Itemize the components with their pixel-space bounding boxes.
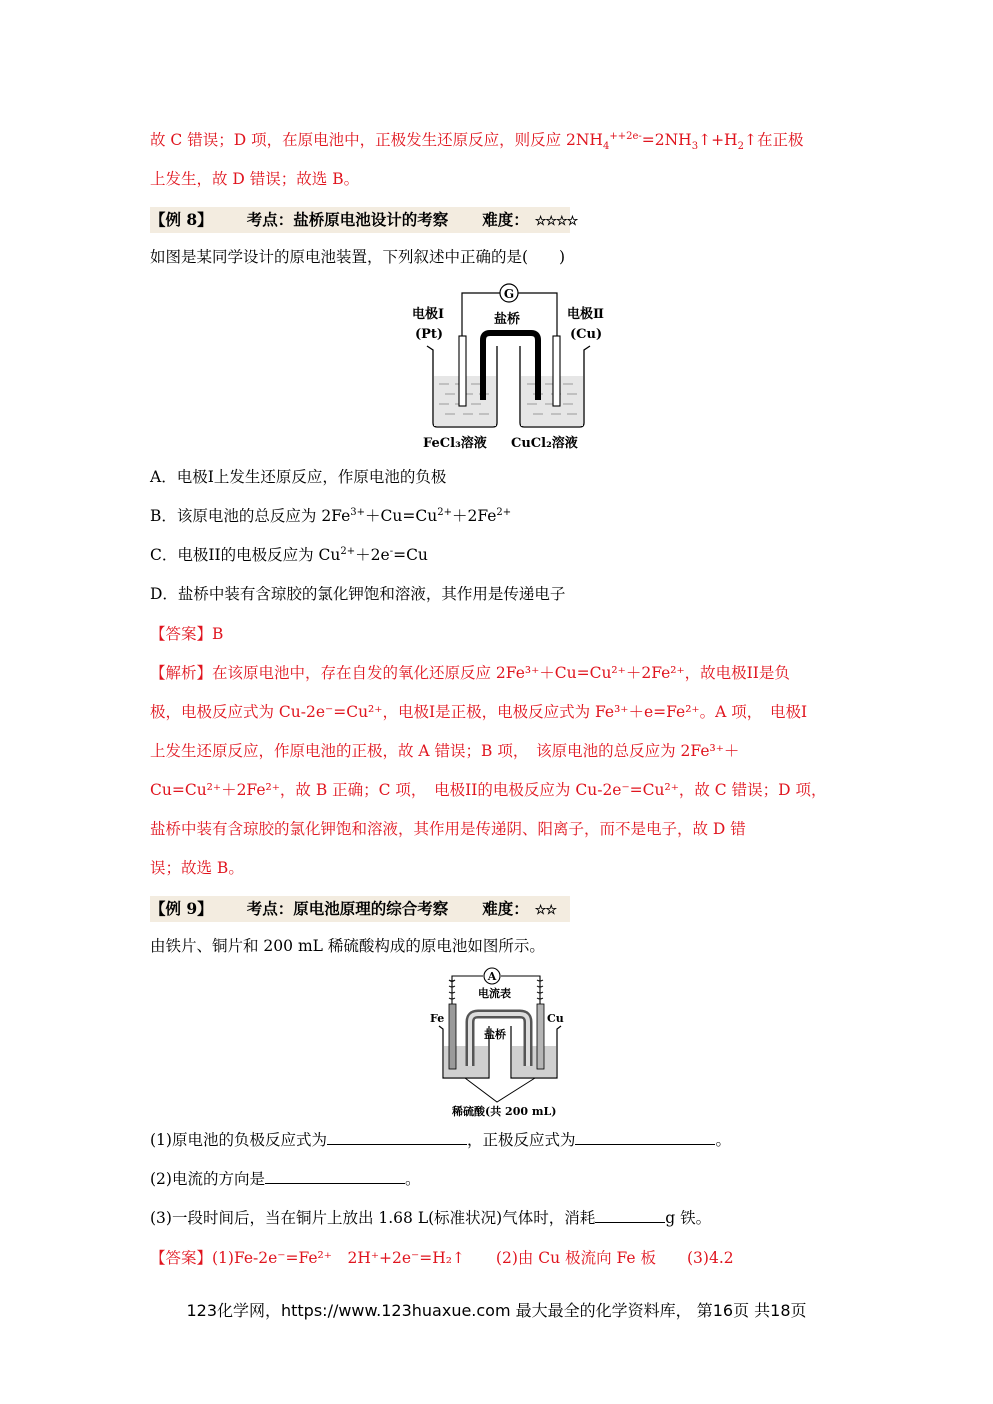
example9-question: 由铁片、铜片和 200 mL 稀硫酸构成的原电池如图所示。 [150,937,545,955]
svg-text:G: G [503,287,515,301]
electrode2-plate [553,336,560,406]
electrode1-label: 电极Ⅰ [412,307,445,322]
example8-tag: 【例 8】 [150,210,213,229]
electrode2-material: (Cu) [570,327,603,342]
acid-label: 稀硫酸(共 200 mL) [452,1105,557,1118]
example8-difficulty-label: 难度： [482,210,529,229]
option-d: D．盐桥中装有含琼胶的氯化钾饱和溶液，其作用是传递电子 [150,585,566,603]
example8-stars: ☆☆☆☆ [534,214,578,229]
question-3: (3)一段时间后，当在铜片上放出 1.68 L(标准状况)气体时，消耗 g 铁。 [150,1209,712,1227]
prev-analysis-line-2: 上发生，故 D 错误；故选 B。 [150,170,360,188]
example9-header [150,896,570,922]
example9-tag: 【例 9】 [150,899,213,918]
example8-analysis-3: 上发生还原反应，作原电池的正极，故 A 错误；B 项， 该原电池的总反应为 2Fe³⁺＋ [150,742,740,760]
bridge-label: 盐桥 [494,312,521,327]
example8-header [150,207,578,233]
electrode2-label: 电极Ⅱ [567,307,604,322]
example9-topic: 考点：原电池原理的综合考察 [246,899,449,918]
fe-cu-cell-figure [425,966,575,1121]
question-2: (2)电流的方向是 。 [150,1170,421,1188]
question-1: (1)原电池的负极反应式为 ，正极反应式为 。 [150,1131,731,1149]
fe-plate [449,1004,456,1069]
example8-answer: 【答案】B [150,625,224,643]
electrode1-plate [459,336,466,406]
example8-question: 如图是某同学设计的原电池装置，下列叙述中正确的是( ) [150,248,566,266]
fe-label: Fe [430,1012,445,1025]
example9-stars: ☆☆ [534,903,557,918]
ammeter-label: 电流表 [478,987,511,1000]
example8-analysis-1: 【解析】在该原电池中，存在自发的氧化还原反应 2Fe³⁺＋Cu=Cu²⁺＋2Fe²⁺，故电极II是负 [150,664,790,682]
example8-analysis-4: Cu=Cu²⁺＋2Fe²⁺，故 B 正确；C 项， 电极II的电极反应为 Cu-2e⁻=Cu²⁺，故 C 错误；D 项， [150,781,827,799]
example9-answer: 【答案】(1)Fe-2e⁻=Fe²⁺ 2H⁺+2e⁻=H₂↑ (2)由 Cu 极流向 Fe 板 (3)4.2 [150,1249,734,1267]
cu-label: Cu [547,1012,564,1025]
salt-bridge-cell-figure [405,280,615,455]
option-a: A．电极I上发生还原反应，作原电池的负极 [150,468,447,486]
example8-analysis-6: 误；故选 B。 [150,859,244,877]
prev-analysis-line-1: 故 C 错误；D 项，在原电池中，正极发生还原反应，则反应 $2NH_4^{++2e-}=2NH_3↑+H_2↑$在正极 [150,130,804,153]
bridge-label-2: 盐桥 [484,1028,506,1041]
page-footer: 123化学网，https://www.123huaxue.com 最大最全的化学资料库， 第16页 共18页 [186,1301,807,1320]
cu-plate [537,1004,544,1069]
example8-analysis-5: 盐桥中装有含琼胶的氯化钾饱和溶液，其作用是传递阴、阳离子，而不是电子，故 D 错 [150,820,746,838]
example9-difficulty-label: 难度： [482,899,529,918]
example8-analysis-2: 极，电极反应式为 Cu-2e⁻=Cu²⁺，电极I是正极，电极反应式为 Fe³⁺＋e=Fe²⁺。A 项， 电极I [150,703,808,721]
solution1-label: FeCl₃溶液 [423,436,487,451]
solution2-label: CuCl₂溶液 [511,436,578,451]
option-b: B．该原电池的总反应为 $2Fe^{3+}+Cu=Cu^{2+}+2Fe^{2+}$ [150,506,512,525]
svg-text:A: A [487,970,497,983]
electrode1-material: (Pt) [415,327,444,342]
option-c: C．电极II的电极反应为 $Cu^{2+}+2e^-=Cu$ [150,545,428,564]
example8-topic: 考点：盐桥原电池设计的考察 [246,210,449,229]
